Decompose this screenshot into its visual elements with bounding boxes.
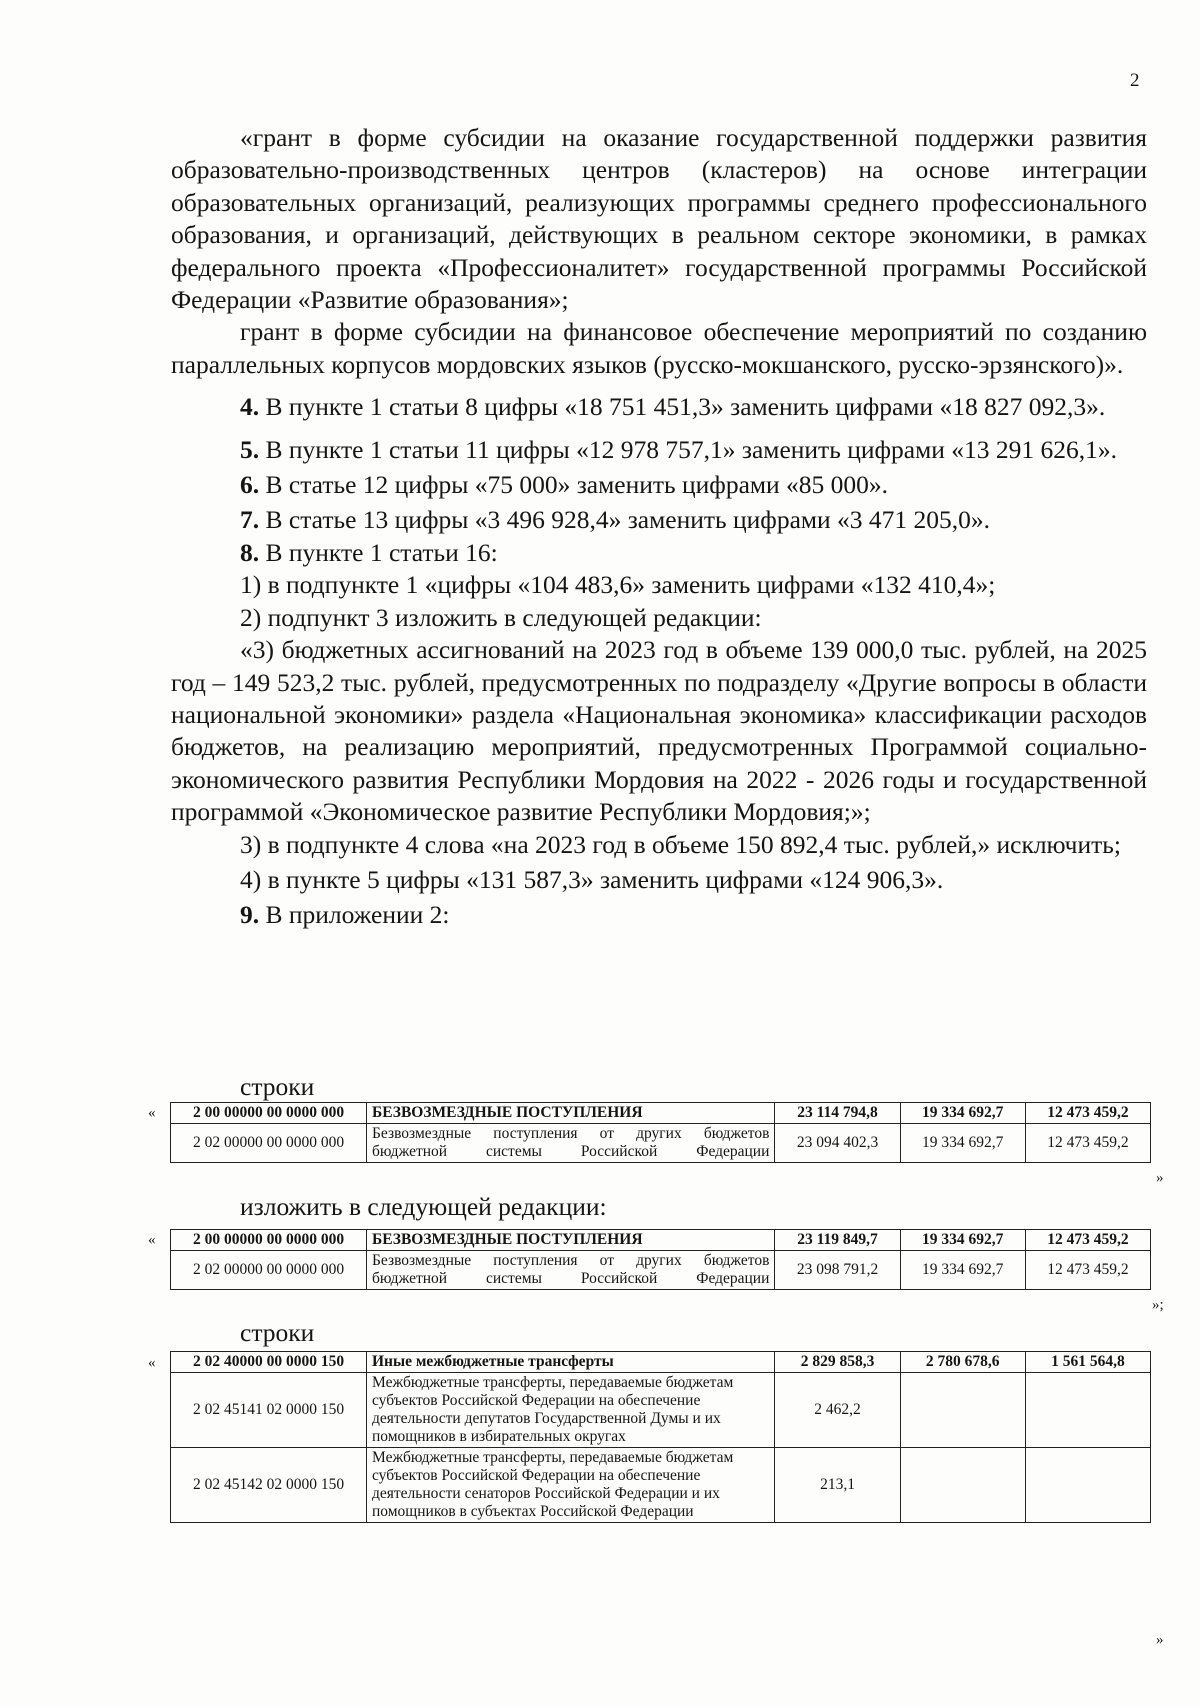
table-cell-code: 2 02 40000 00 0000 150	[171, 1352, 367, 1373]
close-quote-semicolon: »;	[1152, 1297, 1164, 1313]
table-cell-value	[1025, 1448, 1150, 1523]
item-number: 6.	[240, 470, 260, 500]
table-cell-value: 19 334 692,7	[900, 1124, 1025, 1163]
table-cell-value: 23 098 791,2	[775, 1251, 900, 1290]
item-5	[171, 434, 1147, 466]
item-text: В пункте 1 статьи 8 цифры «18 751 451,3» заменить цифрами «18 827 092,3».	[265, 392, 1106, 422]
subitem-4: 4) в пункте 5 цифры «131 587,3» заменить цифрами «124 906,3».	[240, 864, 944, 894]
table-cell-code: 2 00 00000 00 0000 000	[171, 1230, 367, 1251]
table-cell-description: БЕЗВОЗМЕЗДНЫЕ ПОСТУПЛЕНИЯ	[367, 1103, 775, 1124]
table-cell-value: 19 334 692,7	[900, 1251, 1025, 1290]
table-cell-value: 1 561 564,8	[1025, 1352, 1150, 1373]
table-cell-value: 19 334 692,7	[900, 1230, 1025, 1251]
table-cell-value: 19 334 692,7	[900, 1103, 1025, 1124]
table-cell-description: Безвозмездные поступления от других бюджетов бюджетной системы Российской Федерации	[367, 1251, 775, 1290]
table-cell-code: 2 00 00000 00 0000 000	[171, 1103, 367, 1124]
table-cell-code: 2 02 45141 02 0000 150	[171, 1373, 367, 1448]
table-cell-value: 12 473 459,2	[1025, 1230, 1150, 1251]
item-text: В пункте 1 статьи 16:	[265, 537, 498, 567]
item-number: 5.	[240, 434, 260, 464]
item-text: В статье 12 цифры «75 000» заменить цифрами «85 000».	[265, 470, 889, 500]
item-text: В статье 13 цифры «3 496 928,4» заменить цифрами «3 471 205,0».	[265, 505, 991, 535]
item-8	[171, 537, 1147, 569]
table-transfers	[170, 1351, 1151, 1523]
subitem-1: 1) в подпункте 1 «цифры «104 483,6» заменить цифрами «132 410,4»;	[240, 570, 996, 600]
item-6	[171, 469, 1147, 501]
table-cell-description: Безвозмездные поступления от других бюджетов бюджетной системы Российской Федерации	[367, 1124, 775, 1163]
close-quote: »	[1156, 1632, 1164, 1648]
table-cell-value: 23 094 402,3	[775, 1124, 900, 1163]
close-quote: »	[1156, 1170, 1164, 1186]
table-cell-code: 2 02 00000 00 0000 000	[171, 1251, 367, 1290]
page-number: 2	[1130, 70, 1140, 91]
item-number: 9.	[240, 900, 260, 930]
subitem-3: 3) в подпункте 4 слова «на 2023 год в объеме 150 892,4 тыс. рублей,» исключить;	[240, 829, 1121, 859]
table-cell-description: Межбюджетные трансферты, передаваемые бюджетам субъектов Российской Федерации на обеспечение деятельности сенаторов Российской Федерации и их помощников в субъектах Российской Федерации	[367, 1448, 775, 1523]
item-text: В приложении 2:	[265, 900, 450, 930]
table-new-rows	[170, 1229, 1151, 1290]
open-quote: «	[148, 1355, 156, 1371]
rows-label-2: строки	[240, 1318, 315, 1347]
table-cell-value: 2 780 678,6	[900, 1352, 1025, 1373]
item-number: 8.	[240, 537, 260, 567]
item-7	[171, 504, 1147, 536]
table-row	[171, 1352, 1151, 1373]
table-cell-value: 2 462,2	[775, 1373, 900, 1448]
table-row	[171, 1124, 1151, 1163]
paragraph-grant-1: «грант в форме субсидии на оказание государственной поддержки развития образовательно-производственных центров (кластеров) на основе интеграции образовательных организаций, реализующих программы среднего профессионального образования, и организаций, действующих в реальном секторе экономики, в рамках федерального проекта «Профессионалитет» государственной программы Российской Федерации «Развитие образования»;	[171, 123, 1147, 315]
table-cell-value: 12 473 459,2	[1025, 1124, 1150, 1163]
table-cell-code: 2 02 45142 02 0000 150	[171, 1448, 367, 1523]
table-cell-value: 12 473 459,2	[1025, 1251, 1150, 1290]
item-text: В пункте 1 статьи 11 цифры «12 978 757,1» заменить цифрами «13 291 626,1».	[265, 434, 1117, 464]
table-cell-description: Иные межбюджетные трансферты	[367, 1352, 775, 1373]
subitem-3-text: «3) бюджетных ассигнований на 2023 год в объеме 139 000,0 тыс. рублей, на 2025 год – 149 523,2 тыс. рублей, предусмотренных по подразделу «Другие вопросы в области национальной экономики» раздела «Национальная экономика» классификации расходов бюджетов, на реализацию мероприятий, предусмотренных Программой социально-экономического развития Республики Мордовия на 2022 - 2026 годы и государственной программой «Экономическое развитие Республики Мордовия;»;	[171, 635, 1147, 827]
table-cell-description: Межбюджетные трансферты, передаваемые бюджетам субъектов Российской Федерации на обеспечение деятельности депутатов Государственной Думы и их помощников в избирательных округах	[367, 1373, 775, 1448]
document-body	[171, 122, 1147, 932]
item-number: 7.	[240, 505, 260, 535]
table-cell-value	[900, 1448, 1025, 1523]
table-row	[171, 1448, 1151, 1523]
open-quote: «	[148, 1232, 156, 1248]
item-4	[171, 391, 1147, 423]
table-cell-value	[900, 1373, 1025, 1448]
subitem-2: 2) подпункт 3 изложить в следующей редакции:	[240, 602, 762, 632]
table-cell-value: 23 114 794,8	[775, 1103, 900, 1124]
table-row	[171, 1103, 1151, 1124]
table-cell-code: 2 02 00000 00 0000 000	[171, 1124, 367, 1163]
table-old-rows	[170, 1102, 1151, 1163]
table-cell-value	[1025, 1373, 1150, 1448]
table-cell-value: 12 473 459,2	[1025, 1103, 1150, 1124]
table-row	[171, 1230, 1151, 1251]
table-cell-value: 213,1	[775, 1448, 900, 1523]
table-cell-value: 2 829 858,3	[775, 1352, 900, 1373]
replace-label: изложить в следующей редакции:	[240, 1192, 607, 1221]
item-number: 4.	[240, 392, 260, 422]
table-cell-value: 23 119 849,7	[775, 1230, 900, 1251]
table-row	[171, 1251, 1151, 1290]
rows-label-1: строки	[240, 1072, 315, 1101]
table-cell-description: БЕЗВОЗМЕЗДНЫЕ ПОСТУПЛЕНИЯ	[367, 1230, 775, 1251]
table-row	[171, 1373, 1151, 1448]
open-quote: «	[148, 1105, 156, 1121]
item-9	[171, 899, 1147, 931]
paragraph-grant-2: грант в форме субсидии на финансовое обеспечение мероприятий по созданию параллельных корпусов мордовских языков (русско-мокшанского, русско-эрзянского)».	[171, 317, 1147, 379]
